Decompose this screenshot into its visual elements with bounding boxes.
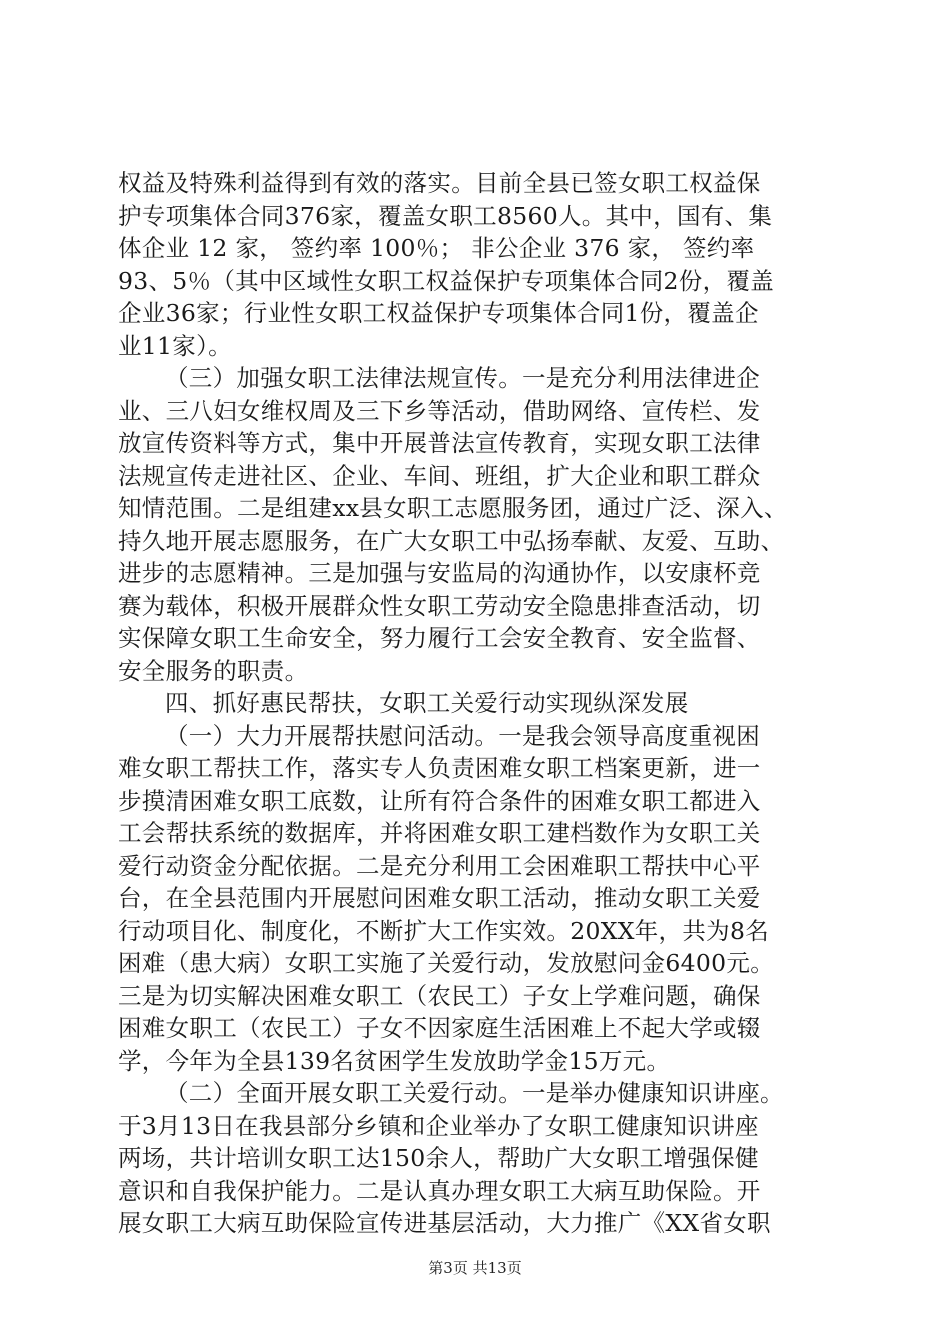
text-line: 行动项目化、制度化，不断扩大工作实效。20XX年，共为8名	[118, 916, 770, 945]
text-line: 权益及特殊利益得到有效的落实。目前全县已签女职工权益保	[118, 169, 761, 197]
text-line: 展女职工大病互助保险宣传进基层活动，大力推广《XX省女职	[118, 1209, 771, 1237]
text-line: （二）全面开展女职工关爱行动。一是举办健康知识讲座。	[165, 1079, 784, 1107]
text-line: 台，在全县范围内开展慰问困难女职工活动，推动女职工关爱	[118, 884, 761, 912]
text-line: 两场，共计培训女职工达150余人，帮助广大女职工增强保健	[118, 1144, 759, 1172]
text-line: 步摸清困难女职工底数，让所有符合条件的困难女职工都进入	[118, 786, 761, 815]
text-line: （一）大力开展帮扶慰问活动。一是我会领导高度重视困	[165, 721, 760, 750]
text-line: 进步的志愿精神。三是加强与安监局的沟通协作，以安康杯竞	[118, 559, 761, 587]
text-line: 93、5％（其中区域性女职工权益保护专项集体合同2份，覆盖	[118, 266, 775, 295]
text-line: 放宣传资料等方式，集中开展普法宣传教育，实现女职工法律	[118, 429, 761, 457]
text-line: 困难女职工（农民工）子女不因家庭生活困难上不起大学或辍	[118, 1014, 761, 1042]
text-line: 四、抓好惠民帮扶，女职工关爱行动实现纵深发展	[165, 689, 689, 717]
text-line: 体企业 12 家， 签约率 100％； 非公企业 376 家， 签约率	[118, 234, 755, 262]
text-line: 实保障女职工生命安全，努力履行工会安全教育、安全监督、	[118, 624, 761, 652]
text-line: 知情范围。二是组建xx县女职工志愿服务团，通过广泛、深入、	[118, 494, 788, 522]
text-line: 企业36家；行业性女职工权益保护专项集体合同1份，覆盖企	[118, 299, 759, 327]
text-line: 意识和自我保护能力。二是认真办理女职工大病互助保险。开	[118, 1176, 761, 1205]
text-line: 赛为载体，积极开展群众性女职工劳动安全隐患排查活动，切	[118, 591, 761, 620]
page-footer: 第3页 共13页	[428, 1259, 522, 1277]
text-line: 法规宣传走进社区、企业、车间、班组，扩大企业和职工群众	[118, 461, 761, 490]
text-line: 安全服务的职责。	[118, 656, 309, 685]
text-line: 困难（患大病）女职工实施了关爱行动，发放慰问金6400元。	[118, 949, 775, 977]
text-line: 工会帮扶系统的数据库，并将困难女职工建档数作为女职工关	[118, 819, 761, 847]
text-line: 学，今年为全县139名贫困学生发放助学金15万元。	[118, 1046, 671, 1075]
document-body	[118, 167, 844, 1240]
text-line: 业、三八妇女维权周及三下乡等活动，借助网络、宣传栏、发	[118, 396, 761, 425]
text-line: （三）加强女职工法律法规宣传。一是充分利用法律进企	[165, 364, 760, 392]
text-line: 持久地开展志愿服务，在广大女职工中弘扬奉献、友爱、互助、	[118, 526, 785, 555]
text-line: 爱行动资金分配依据。二是充分利用工会困难职工帮扶中心平	[118, 851, 761, 880]
text-line: 于3月13日在我县部分乡镇和企业举办了女职工健康知识讲座	[118, 1111, 759, 1140]
text-line: 三是为切实解决困难女职工（农民工）子女上学难问题，确保	[118, 981, 761, 1010]
text-line: 难女职工帮扶工作，落实专人负责困难女职工档案更新，进一	[118, 754, 761, 782]
text-line: 业11家）。	[118, 331, 232, 360]
text-line: 护专项集体合同376家，覆盖女职工8560人。其中，国有、集	[118, 201, 773, 230]
